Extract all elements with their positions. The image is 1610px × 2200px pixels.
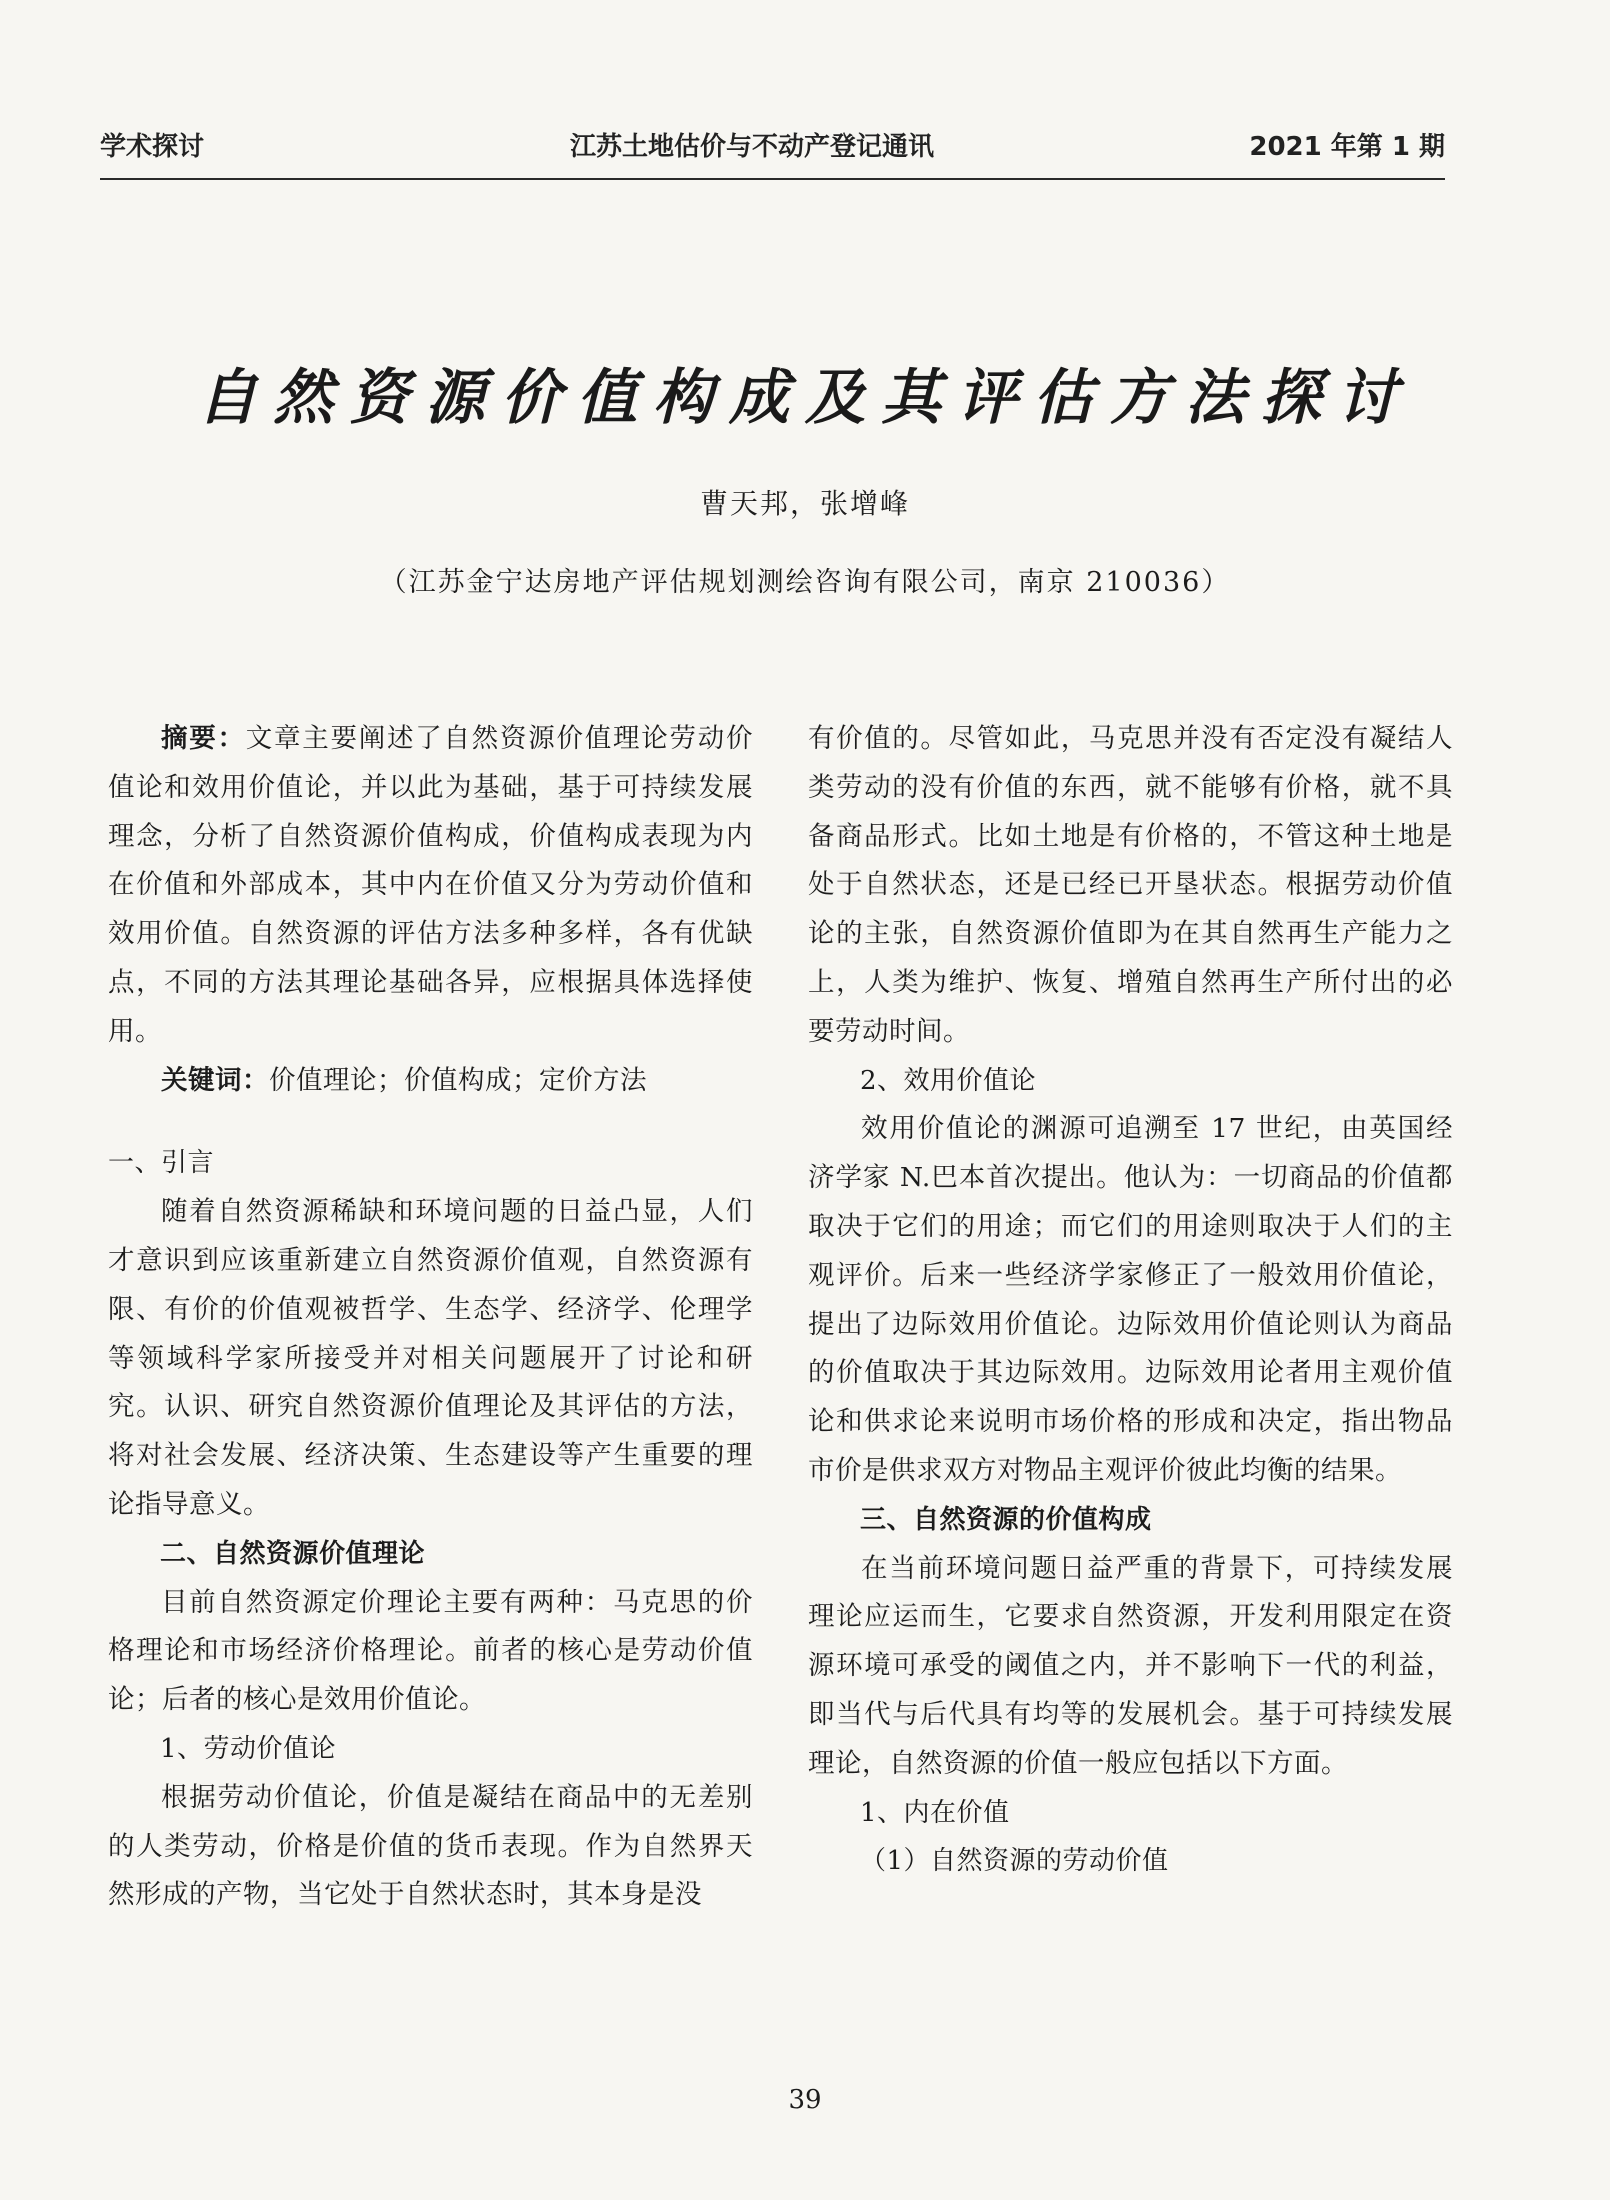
running-header <box>100 126 1445 180</box>
paragraph: 在当前环境问题日益严重的背景下，可持续发展理论应运而生，它要求自然资源，开发利用限定在资源环境可承受的阈值之内，并不影响下一代的利益，即当代与后代具有均等的发展机会。基于可持续发展理论，自然资源的价值一般应包括以下方面。 <box>808 1552 1453 1779</box>
page-number: 39 <box>788 2085 822 2115</box>
header-issue: 2021 年第 1 期 <box>1249 132 1445 162</box>
header-section-label: 学术探讨 <box>100 132 205 162</box>
article-authors: 曹天邦，张增峰 <box>699 487 910 520</box>
paragraph: 根据劳动价值论，价值是凝结在商品中的无差别的人类劳动，价格是价值的货币表现。作为自然界天然形成的产物，当它处于自然状态时，其本身是没 <box>108 1781 753 1911</box>
keywords-label: 关键词： <box>161 1064 269 1096</box>
paragraph: 目前自然资源定价理论主要有两种：马克思的价格理论和市场经济价格理论。前者的核心是劳动价值论；后者的核心是效用价值论。 <box>108 1586 753 1716</box>
section-heading-theory: 二、自然资源价值理论 <box>160 1538 426 1569</box>
subsection-heading-labor-value: 1、劳动价值论 <box>160 1733 337 1764</box>
article-title: 自然资源价值构成及其评估方法探讨 <box>197 363 1413 433</box>
header-journal-name: 江苏土地估价与不动产登记通讯 <box>570 132 935 162</box>
article-affiliation: （江苏金宁达房地产评估规划测绘咨询有限公司，南京 210036） <box>379 567 1231 598</box>
section-heading-value-composition: 三、自然资源的价值构成 <box>860 1504 1152 1535</box>
list-item-labor-value: （1）自然资源的劳动价值 <box>860 1846 1169 1877</box>
keywords-text: 价值理论；价值构成；定价方法 <box>269 1064 647 1096</box>
abstract-text: 文章主要阐述了自然资源价值理论劳动价值论和效用价值论，并以此为基础，基于可持续发展理念，分析了自然资源价值构成，价值构成表现为内在价值和外部成本，其中内在价值又分为劳动价值和效用价值。自然资源的评估方法多种多样，各有优缺点，不同的方法其理论基础各异，应根据具体选择使用。 <box>108 723 753 1047</box>
abstract <box>108 715 753 1057</box>
right-column <box>808 715 1453 1886</box>
paragraph: 随着自然资源稀缺和环境问题的日益凸显，人们才意识到应该重新建立自然资源价值观，自然资源有限、有价的价值观被哲学、生态学、经济学、伦理学等领域科学家所接受并对相关问题展开了讨论和研究。认识、研究自然资源价值理论及其评估的方法，将对社会发展、经济决策、生态建设等产生重要的理论指导意义。 <box>108 1196 753 1520</box>
abstract-label: 摘要： <box>161 723 246 754</box>
section-heading-intro: 一、引言 <box>108 1148 215 1179</box>
left-column <box>108 715 753 1920</box>
keywords <box>108 1057 753 1106</box>
subsection-heading-utility-value: 2、效用价值论 <box>860 1065 1037 1096</box>
paragraph: 有价值的。尽管如此，马克思并没有否定没有凝结人类劳动的没有价值的东西，就不能够有价格，就不具备商品形式。比如土地是有价格的，不管这种土地是处于自然状态，还是已经已开垦状态。根据劳动价值论的主张，自然资源价值即为在其自然再生产能力之上，人类为维护、恢复、增殖自然再生产所付出的必要劳动时间。 <box>808 723 1453 1047</box>
paragraph: 效用价值论的渊源可追溯至 17 世纪，由英国经济学家 N.巴本首次提出。他认为：一切商品的价值都取决于它们的用途；而它们的用途则取决于人们的主观评价。后来一些经济学家修正了一般效用价值论，提出了边际效用价值论。边际效用价值论则认为商品的价值取决于其边际效用。边际效用论者用主观价值论和供求论来说明市场价格的形成和决定，指出物品市价是供求双方对物品主观评价彼此均衡的结果。 <box>808 1113 1453 1486</box>
subsection-heading-intrinsic-value: 1、内在价值 <box>860 1797 1010 1828</box>
